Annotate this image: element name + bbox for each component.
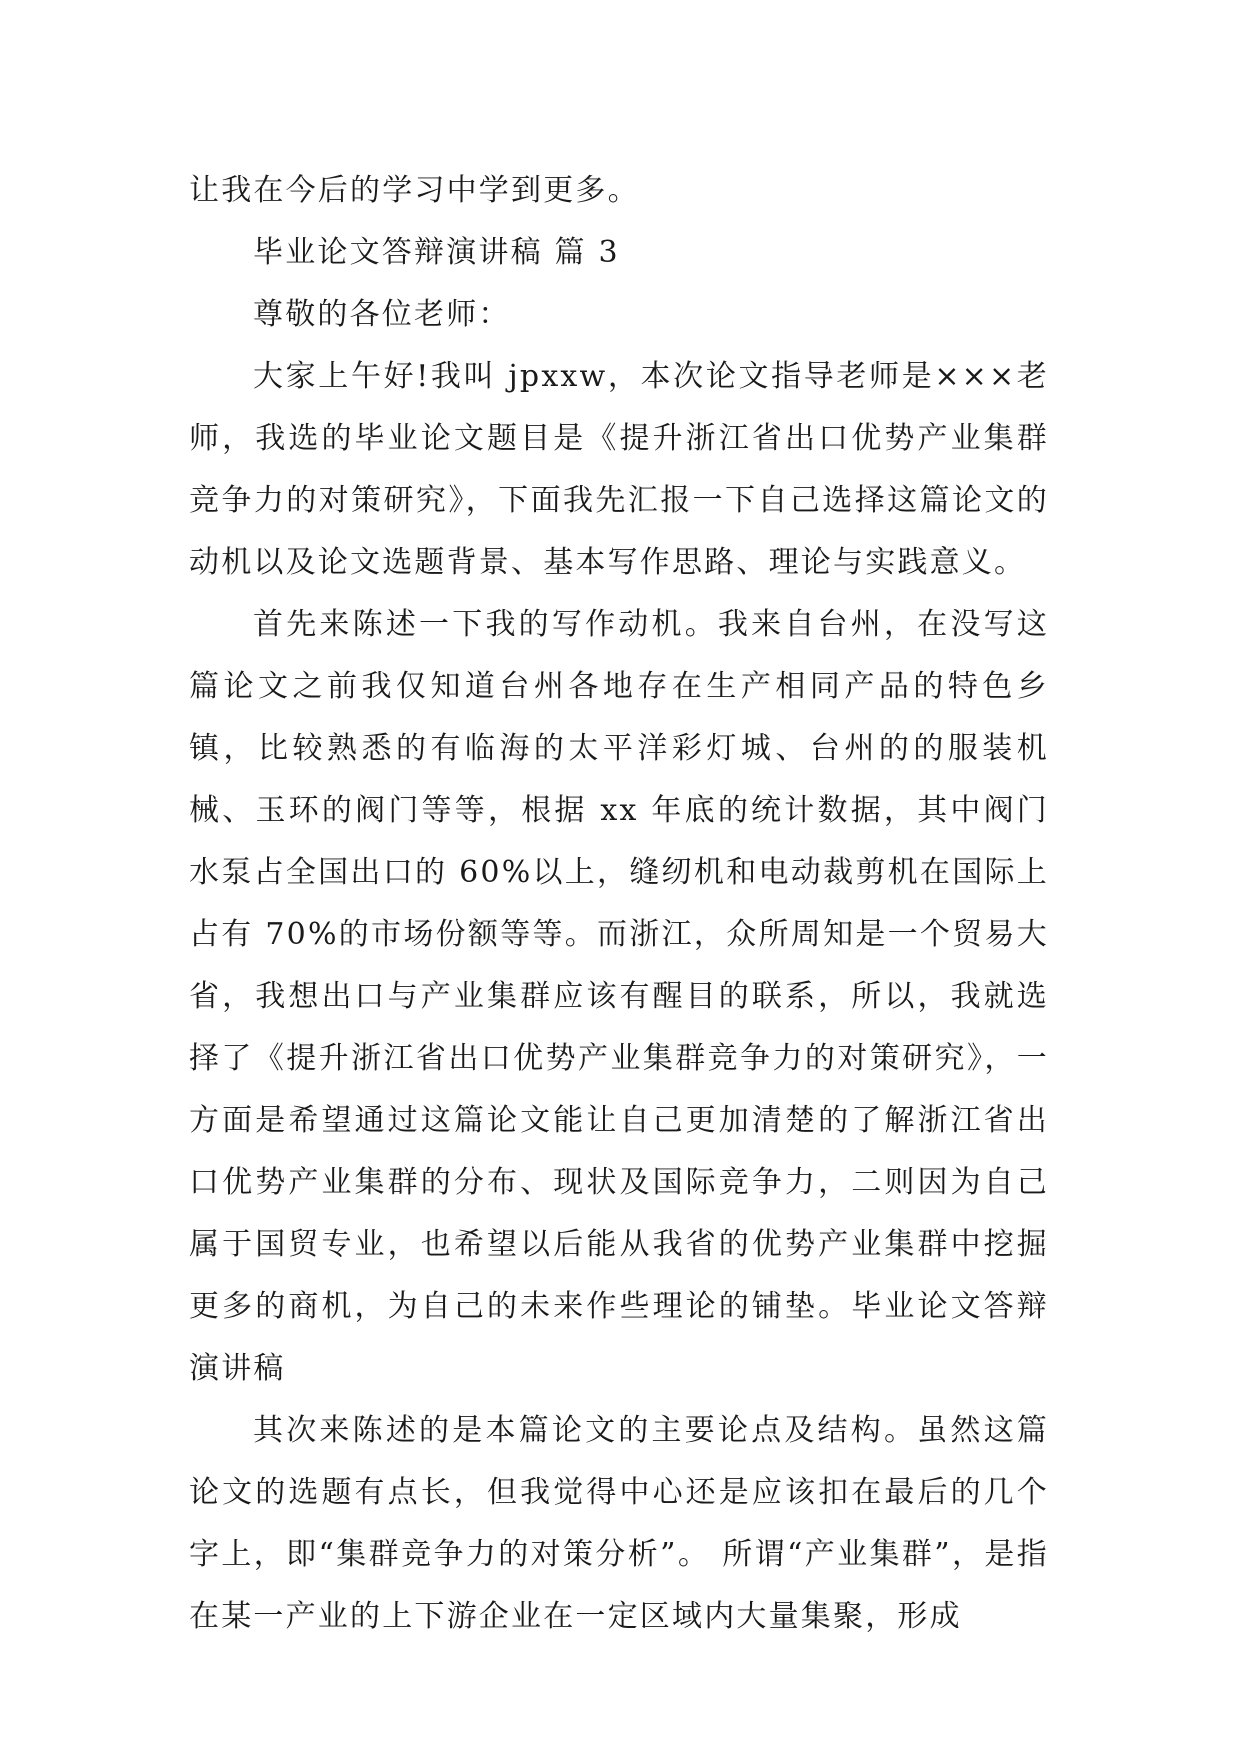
paragraph-continuation: 让我在今后的学习中学到更多。 [189,173,640,208]
salutation: 尊敬的各位老师： [253,297,511,332]
paragraph-introduction: 大家上午好!我叫 jpxxw，本次论文指导老师是×××老师，我选的毕业论文题目是《提升浙江省出口优势产业集群竞争力的对策研究》，下面我先汇报一下自己选择这篇论文的动机以及论文选题背景、基本写作思路、理论与实践意义。 [189,359,1049,580]
section-heading: 毕业论文答辩演讲稿 篇 3 [253,235,620,270]
paragraph-main-arguments: 其次来陈述的是本篇论文的主要论点及结构。虽然这篇论文的选题有点长，但我觉得中心还是应该扣在最后的几个字上，即“集群竞争力的对策分析”。 所谓“产业集群”，是指在某一产业的上下游企业在一定区域内大量集聚，形成 [189,1413,1049,1634]
document-body [189,160,1049,1648]
paragraph-motivation: 首先来陈述一下我的写作动机。我来自台州，在没写这篇论文之前我仅知道台州各地存在生产相同产品的特色乡镇，比较熟悉的有临海的太平洋彩灯城、台州的的服装机械、玉环的阀门等等，根据 xx 年底的统计数据，其中阀门水泵占全国出口的 60%以上，缝纫机和电动裁剪机在国际上占有 70%的市场份额等等。而浙江，众所周知是一个贸易大省，我想出口与产业集群应该有醒目的联系，所以，我就选择了《提升浙江省出口优势产业集群竞争力的对策研究》，一方面是希望通过这篇论文能让自己更加清楚的了解浙江省出口优势产业集群的分布、现状及国际竞争力，二则因为自己属于国贸专业，也希望以后能从我省的优势产业集群中挖掘更多的商机，为自己的未来作些理论的铺垫。毕业论文答辩演讲稿 [189,607,1049,1386]
